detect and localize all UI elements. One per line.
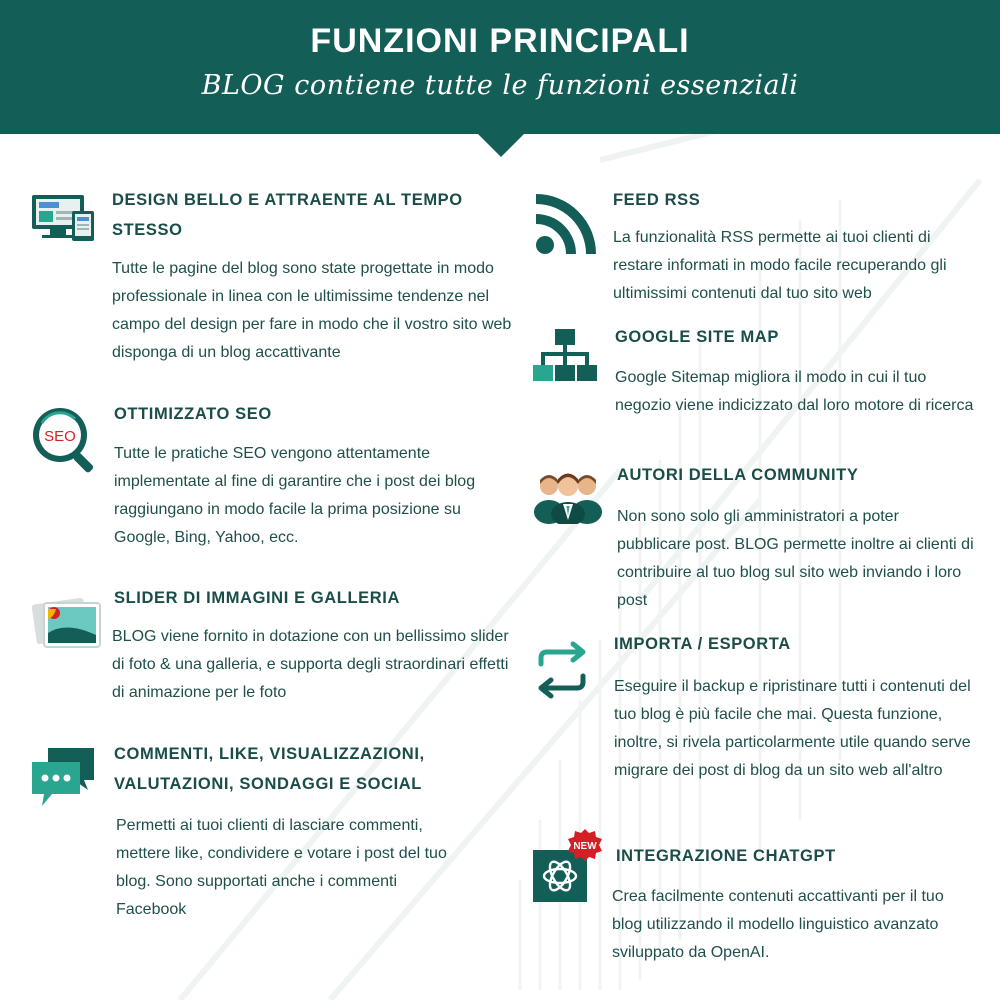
feature-text-comments: Permetti ai tuoi clienti di lasciare commenti, mettere like, condividere e votare i post del tuo blog. Sono supportati anche i commenti Facebook: [116, 817, 447, 918]
page-title: FUNZIONI PRINCIPALI: [310, 22, 690, 60]
feature-title-gallery: SLIDER DI IMMAGINI E GALLERIA: [114, 589, 400, 607]
page-subtitle: BLOG contiene tutte le funzioni essenziali: [201, 70, 799, 101]
feature-text-gallery: BLOG viene fornito in dotazione con un bellissimo slider di foto & una galleria, e supporta degli straordinari effetti di animazione per le foto: [112, 628, 509, 701]
new-badge-text: NEW: [573, 841, 597, 852]
responsive-devices-icon: [30, 193, 96, 243]
community-authors-icon: [532, 468, 604, 524]
header-notch: [477, 133, 525, 157]
rss-feed-icon: [533, 193, 597, 257]
feature-text-chatgpt: Crea facilmente contenuti accattivanti per il tuo blog utilizzando il modello linguistico avanzato sviluppato da OpenAI.: [612, 888, 944, 961]
feature-text-sitemap: Google Sitemap migliora il modo in cui il tuo negozio viene indicizzato dal loro motore di ricerca: [615, 369, 974, 414]
image-gallery-icon: [32, 593, 102, 651]
sitemap-icon: [533, 327, 597, 383]
feature-title-design: DESIGN BELLO E ATTRAENTE AL TEMPO STESSO: [112, 191, 463, 239]
import-export-arrows-icon: [531, 640, 593, 700]
feature-text-rss: La funzionalità RSS permette ai tuoi clienti di restare informati in modo facile recuperando gli ultimissimi contenuti dal tuo sito web: [613, 229, 947, 302]
feature-text-seo: Tutte le pratiche SEO vengono attentamente implementate al fine di garantire che i post dei blog raggiungano in modo facile la prima posizione su Google, Bing, Yahoo, ecc.: [114, 445, 476, 546]
feature-title-import-export: IMPORTA / ESPORTA: [614, 635, 791, 653]
feature-title-rss: FEED RSS: [613, 191, 701, 209]
feature-text-design: Tutte le pagine del blog sono state progettate in modo professionale in linea con le ultimissime tendenze nel campo del design per fare in modo che il vostro sito web disponga di un blog accattivante: [112, 260, 512, 361]
feature-title-seo: OTTIMIZZATO SEO: [114, 405, 272, 423]
feature-title-community: AUTORI DELLA COMMUNITY: [617, 466, 859, 484]
new-badge-icon: [566, 828, 604, 862]
feature-title-comments: COMMENTI, LIKE, VISUALIZZAZIONI, VALUTAZIONI, SONDAGGI E SOCIAL: [114, 745, 425, 793]
seo-icon-text: SEO: [44, 428, 76, 445]
seo-magnifier-icon: [30, 405, 100, 475]
feature-text-import-export: Eseguire il backup e ripristinare tutti i contenuti del tuo blog è più facile che mai. Questa funzione, inoltre, si rivela particolarmente utile quando serve migrare dei post di blog da un sito web all'altro: [614, 678, 971, 779]
feature-text-community: Non sono solo gli amministratori a poter pubblicare post. BLOG permette inoltre ai clienti di contribuire al tuo blog sul sito web inviando i loro post: [617, 508, 974, 609]
header-banner: [0, 0, 1000, 134]
chat-bubbles-icon: [30, 746, 98, 808]
feature-title-sitemap: GOOGLE SITE MAP: [615, 328, 779, 346]
feature-title-chatgpt: INTEGRAZIONE CHATGPT: [616, 847, 836, 865]
